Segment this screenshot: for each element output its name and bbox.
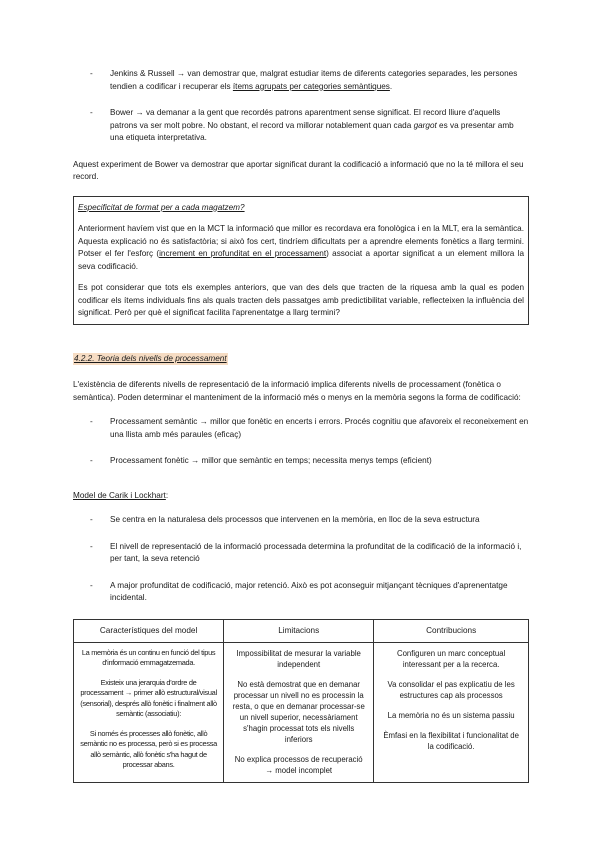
bullet-dash: - xyxy=(90,417,93,426)
bullet-dash: - xyxy=(90,456,93,465)
bullet-dash: - xyxy=(90,580,93,590)
table-header: Característiques del model xyxy=(74,619,224,642)
bullet-dash: - xyxy=(90,515,93,524)
note-box xyxy=(73,196,529,325)
underlined-phrase: increment en profunditat en el processament xyxy=(159,249,327,258)
table-cell-contributions: Configuren un marc conceptual interessant per a la recerca. Va consolidar el pas explicatiu de les estructures cap als processos La memòria no és un sistema passiu Èmfasi en la flexibilitat i funcionalitat de la codificació. xyxy=(374,642,529,782)
table-header: Limitacions xyxy=(224,619,374,642)
list-item: - Bower → va demanar a la gent que recordés patrons aparentment sense significat. El record lliure d'aquells patrons va ser molt pobre. No obstant, el record va millorar notablement quan cada gargot es va presentar amb una etiqueta interpretativa. xyxy=(90,108,514,142)
table-cell-limitations: Impossibilitat de mesurar la variable independent No està demostrat que en demanar processar un nivell no es processin la resta, o que en demanar processar-se un nivell superior, necessàriament s'hagin processat tots els nivells inferiors No explica processos de recuperació → model incomplet xyxy=(224,642,374,782)
table-header: Contribucions xyxy=(374,619,529,642)
note-box-paragraph: Anteriorment havíem vist que en la MCT la informació que millor es recordava era fonològica i en la MLT, era la semàntica. Aquesta explicació no és satisfactòria; si això fos cert, tindríem dificultats per a aprendre elements fonètics a llarg termini. Potser el fer l'esforç (increment en profunditat en el processament) associat a aportar significat a un element millora la seva codificació. xyxy=(78,224,525,271)
bullet-dash: - xyxy=(90,69,93,78)
model-table xyxy=(73,619,529,783)
table-header-row xyxy=(74,619,529,642)
bullet-dash: - xyxy=(90,108,93,117)
section-heading: 4.2.2. Teoria dels nivells de processament xyxy=(73,353,228,366)
list-item: - A major profunditat de codificació, major retenció. Això es pot aconseguir mitjançant tècniques d'aprenentatge incidental. xyxy=(90,580,508,602)
document-page xyxy=(73,68,529,783)
table-row xyxy=(74,642,529,782)
list-item: - Processament fonètic → millor que semàntic en temps; necessita menys temps (eficient) xyxy=(73,455,529,468)
bullet-dash: - xyxy=(90,541,93,551)
list-item: - Jenkins & Russell → van demostrar que, malgrat estudiar items de diferents categories separades, les persones tendien a codificar i recuperar els ítems agrupats per categories semàntiques. xyxy=(90,69,518,91)
levels-intro: L'existència de diferents nivells de representació de la informació implica diferents nivells de processament (fonètica o semàntica). Poden determinar el manteniment de la informació més o menys en la memòria segons la forma de codificació: xyxy=(73,380,521,402)
list-item: - El nivell de representació de la informació processada determina la profunditat de la codificació de la informació i, per tant, la seva retenció xyxy=(90,541,522,563)
list-item: - Processament semàntic → millor que fonètic en encerts i errors. Procés cognitiu que afavoreix el reconeixement en una llista amb més paraules (eficaç) xyxy=(90,417,529,439)
note-box-title: Especificitat de format per a cada magatzem? xyxy=(78,202,245,212)
note-box-paragraph: Es pot considerar que tots els exemples anteriors, que van des dels que tracten de la riquesa amb la qual es poden codificar els ítems individuals fins als quals tracten dels passatges amb predictibilitat variable, reflecteixen la influència del significat. Però per què el significat facilita l'aprenentatge a llarg termini? xyxy=(78,283,524,317)
list-item: - Se centra en la naturalesa dels processos que intervenen en la memòria, en lloc de la seva estructura xyxy=(73,514,529,527)
underlined-phrase: ítems agrupats per categories semàntiques xyxy=(232,81,390,91)
italic-word: gargot xyxy=(413,120,437,130)
model-heading: Model de Carik i Lockhart: xyxy=(73,490,169,500)
table-cell-characteristics: La memòria és un continu en funció del tipus d'informació emmagatzemada. Existeix una jerarquia d'ordre de processament → primer allò estructural/visual (sensorial), després allò fonètic i finalment allò semàntic (associatiu): Si només és processes allò fonètic, allò semàntic no es processa, però si es processa allò semàntic, allò fonètic s'ha hagut de processar abans. xyxy=(74,642,224,782)
bower-conclusion: Aquest experiment de Bower va demostrar que aportar significat durant la codificació a informació que no la té millora el seu record. xyxy=(73,159,524,181)
